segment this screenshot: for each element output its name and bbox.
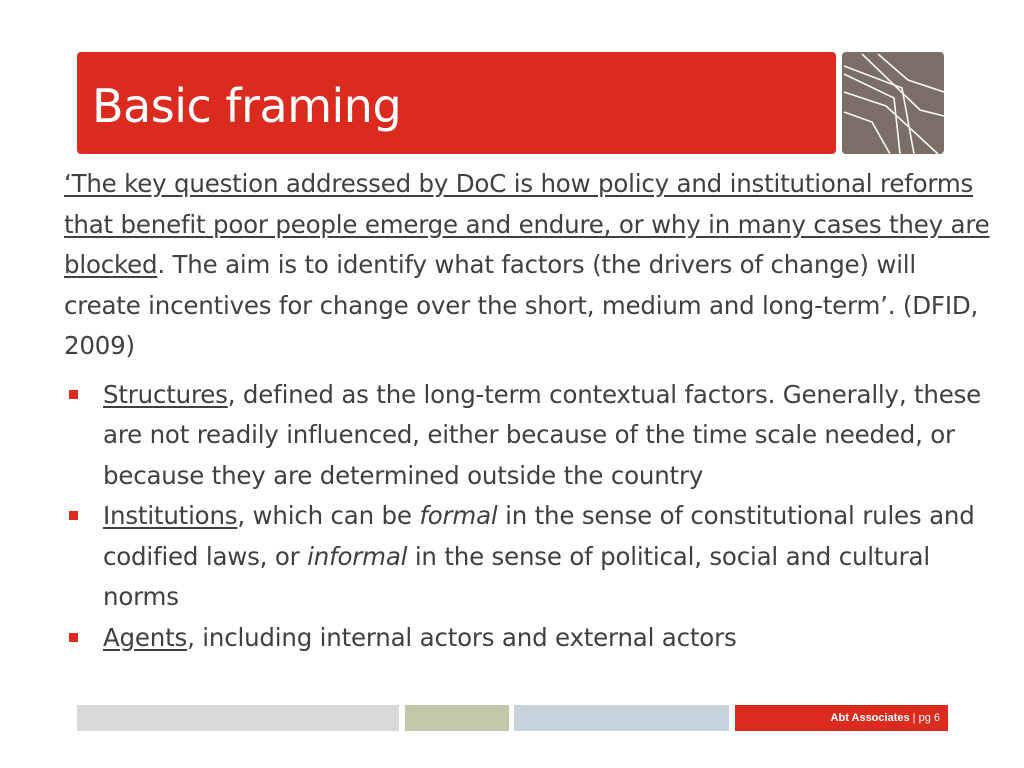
logo-lines-graphic	[842, 52, 944, 154]
slide-title: Basic framing	[92, 79, 402, 133]
bullet-term: Institutions	[103, 501, 238, 530]
footer-bar-blue	[514, 705, 729, 731]
intro-paragraph	[64, 164, 999, 367]
bullet-emphasis: formal	[419, 501, 498, 530]
footer-bar-red	[735, 705, 948, 731]
bullet-list	[64, 375, 999, 659]
quote-text: The key question addressed by DoC is how policy and institutional reforms that benefit poor people emerge and endure, or why in many cases they are blocked	[64, 169, 990, 279]
footer-bar-olive	[405, 705, 509, 731]
bullet-text: , defined as the long-term contextual factors. Generally, these are not readily influenced, either because of the time scale needed, or because they are determined outside the country	[103, 379, 982, 490]
abt-lines-logo-icon	[842, 52, 944, 154]
bullet-term: Agents	[103, 622, 188, 652]
bullet-text: , which can be	[237, 501, 420, 530]
bullet-emphasis: informal	[307, 541, 408, 571]
list-item	[64, 496, 999, 618]
intro-rest-text: . The aim is to identify what factors (the drivers of change) will create incentives for change over the short, medium and long-term’. (DFID, 2009)	[64, 250, 979, 360]
footer-separator: |	[909, 712, 919, 724]
bullet-text: in the sense of political, social and cultural norms	[103, 541, 930, 611]
square-bullet-icon	[69, 390, 78, 399]
list-item	[64, 375, 999, 497]
page-number: pg 6	[918, 712, 940, 724]
bullet-text: , including internal actors and external actors	[187, 622, 737, 652]
footer-label	[831, 705, 940, 731]
square-bullet-icon	[69, 633, 78, 642]
bullet-text: in the sense of constitutional rules and codified laws, or	[103, 501, 975, 571]
list-item	[64, 618, 999, 659]
square-bullet-icon	[69, 511, 78, 520]
slide-body	[64, 164, 999, 658]
footer-bar-grey	[77, 705, 399, 731]
bullet-term: Structures	[103, 379, 228, 409]
footer-company: Abt Associates	[830, 712, 910, 724]
open-quote: ‘	[64, 169, 72, 198]
